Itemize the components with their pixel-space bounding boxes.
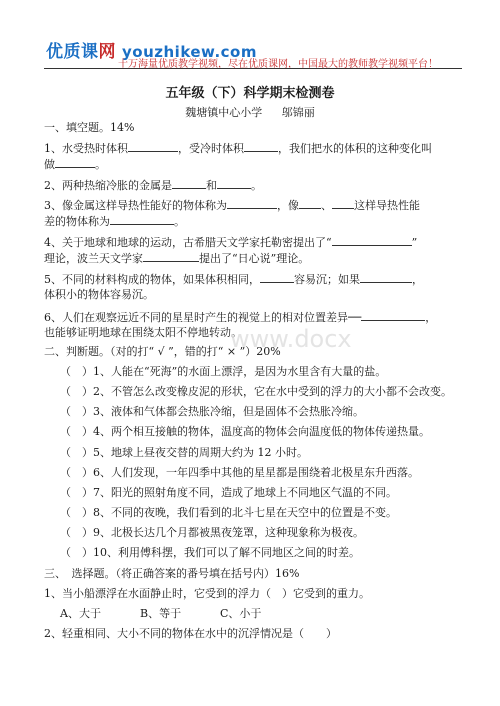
logo-net-text: 网	[98, 42, 116, 62]
answer-blank[interactable]	[55, 156, 95, 168]
choice-option-c[interactable]: C、小于	[220, 607, 262, 620]
section-fill-title: 一、填空题。14%	[44, 121, 135, 134]
judge-item: （ ）9、北极长达几个月都被黑夜笼罩，这种现象称为极夜。	[60, 526, 364, 539]
logo-domain: youzhikew.com	[122, 43, 257, 61]
judge-item: （ ）7、阳光的照射角度不同，造成了地球上不同地区气温的不同。	[60, 486, 397, 499]
fill-question-1-cont: 做 。	[44, 158, 106, 171]
answer-blank[interactable]	[128, 140, 178, 152]
author-line	[0, 104, 500, 120]
answer-blank[interactable]	[217, 177, 251, 189]
fill-question-2: 2、两种热缩冷胀的金属是 和 。	[44, 179, 262, 192]
judge-item: （ ）3、液体和气体都会热胀冷缩，但是固体不会热胀冷缩。	[60, 405, 364, 418]
answer-blank[interactable]	[143, 250, 199, 262]
fill-question-5: 5、不同的材料构成的物体，如果体积相同， 容易沉；如果 ，	[44, 273, 423, 286]
site-header	[0, 0, 500, 88]
school-name: 魏塘镇中心小学	[185, 106, 263, 119]
header-divider	[44, 68, 462, 69]
fill-question-4-cont: 理论，波兰天文学家 提出了“日心说”理论。	[44, 252, 310, 265]
judge-item: （ ）1、人能在“死海”的水面上漂浮，是因为水里含有大量的盐。	[60, 365, 387, 378]
section-choice-title: 三、 选择题。（将正确答案的番号填在括号内）16%	[44, 567, 300, 580]
answer-blank[interactable]	[299, 197, 321, 209]
answer-blank[interactable]	[110, 213, 174, 225]
choice-option-b[interactable]: B、等于	[140, 607, 182, 620]
fill-question-3: 3、像金属这样导热性能好的物体称为 ，像 、 这样导热性能	[44, 199, 420, 212]
fill-question-4: 4、关于地球和地球的运动，古希腊天文学家托勒密提出了“ ”	[44, 236, 418, 249]
fill-question-6-cont: 也能够证明地球在围绕太阳不停地转动。	[44, 326, 242, 339]
choice-question-2: 2、轻重相同、大小不同的物体在水中的沉浮情况是（ ）	[44, 627, 337, 640]
teacher-name: 邬锦丽	[281, 106, 315, 119]
fill-question-6: 6、人们在观察远近不同的星星时产生的视觉上的相对位置差异── ，	[44, 311, 437, 324]
fill-question-3-cont: 差的物体称为 。	[44, 215, 185, 228]
judge-item: （ ）5、地球上昼夜交替的周期大约为 12 小时。	[60, 446, 308, 459]
answer-blank[interactable]	[332, 234, 412, 246]
judge-item: （ ）4、两个相互接触的物体，温度高的物体会向温度低的物体传递热量。	[60, 425, 430, 438]
answer-blank[interactable]	[361, 309, 425, 321]
fill-question-1: 1、水受热时体积 ，受冷时体积 ，我们把水的体积的这种变化叫	[44, 142, 432, 155]
document-title: 五年级（下）科学期末检测卷	[165, 86, 335, 101]
answer-blank[interactable]	[260, 271, 294, 283]
answer-blank[interactable]	[172, 177, 206, 189]
judge-item: （ ）6、人们发现，一年四季中其他的星星都是围绕着北极星东升西落。	[60, 466, 419, 479]
fill-question-5-cont: 体积小的物体容易沉。	[44, 288, 154, 301]
choice-options-1	[60, 607, 300, 621]
site-slogan: 十万海量优质教学视频，尽在优质课网，中国最大的教师教学视频平台！	[118, 59, 438, 70]
judge-item: （ ）8、不同的夜晚，我们看到的北斗七星在天空中的位置是不变。	[60, 506, 397, 519]
judge-item: （ ）10、利用傅科摆，我们可以了解不同地区之间的时差。	[60, 546, 360, 559]
watermark-text: www.docx	[230, 325, 352, 353]
judge-item: （ ）2、不管怎么改变橡皮泥的形状，它在水中受到的浮力的大小都不会改变。	[60, 385, 452, 398]
answer-blank[interactable]	[227, 197, 277, 209]
answer-blank[interactable]	[244, 140, 278, 152]
answer-blank[interactable]	[332, 197, 354, 209]
logo-text: 优质课	[46, 42, 99, 62]
choice-question-1: 1、当小船漂浮在水面静止时，它受到的浮力（ ）它受到的重力。	[44, 587, 370, 600]
answer-blank[interactable]	[360, 271, 412, 283]
choice-option-a[interactable]: A、大于	[60, 607, 101, 620]
section-judge-title: 二、判断题。（对的打“ √ ”，错的打“ × ”）20%	[44, 345, 281, 358]
